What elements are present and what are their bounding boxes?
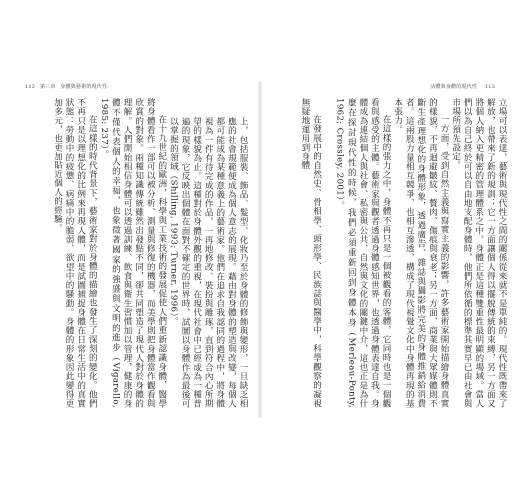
right-paragraph-2: 一方面，受到自然主義與寫實主義的影響，許多藝術家開始描繪身體真實的樣貌，不再迴避皺紋、贅肉、傷痕與衰老；另一方面，商業與大眾媒體則不斷生產理想化的身體形象，透過廣告、雜誌與攝影將完美的身體推銷給消費者。這兩股力量相互競爭，也相互滲透，構成了現代視覺文化中身體再現的基本張力。 (392, 98, 450, 408)
left-body-text (52, 98, 248, 408)
left-page-number: 112 (25, 84, 36, 90)
right-paragraph-1: 立場可以表達，藝術與現代性之間的關係從來就不是單純的。現代性既帶來了解放，也帶來了新的規訓；它一方面讓個人得以擺脫傳統的束縛，另一方面又將個人納入更精密的管理體系之中。身體正是這種雙重性最明顯的場域。當人們以為自己終於可以自由地支配身體時，他們所依循的標準其實早已由社會與市場所預先設定。 (450, 98, 507, 408)
right-section-title: 活體與身體的現代性 (430, 84, 478, 90)
right-running-header (427, 84, 498, 90)
left-running-header (22, 84, 110, 90)
left-chapter-label: 第三章 (39, 84, 56, 90)
left-paragraph-1: 上，包括服裝、飾品、髮型、化妝乃至於身體的修飾與變形，一旦缺乏相應的社會規範便成為個人意志的展現。藉由對身體的塑造與改變，每個人都可能成為某種意義上的藝術家。他們在追求自我認同的過程中，將身體視為一件有待完成的作品，一再地修改、裝扮與雕琢，直到符合內心所期望的樣貌為止。這種對於身體外觀的重視，在現代社會中已經成為一種普遍的現象，它反映出個體在面對不確定的世界時，試圖以身體作為最後可以掌握的領域（Shilling, 1993; Turner, 1996）。 (168, 116, 248, 408)
left-paragraph-3: 在這樣的時代背景下，藝術家對於身體的描繪也發生了深刻的變化。他們不再只是以理想化的比例來再現人體，而是試圖捕捉身體在日常生活中的真實狀態：勞動中的疲憊、病痛中的脆弱、欲望中的騷動。身體的形象因此變得更加多元，也更加貼近個人的經驗。 (52, 98, 98, 408)
right-paragraph-3: 在這樣的張力之中，身體不再只是一個被觀看的客體，它同時也是一個觀看與感受的主體。藝術家與觀者透過身體感知世界，也透過身體表達自我。身體成為連結個人與社會、私密與公共、自然與文化的關鍵中介，這也正是為什麼在探討現代性的時候，我們必須重新回到身體本身（Merleau-Ponty, 1962; Crossley, 2001）。 (334, 98, 392, 408)
left-paragraph-2: 在十九世紀的歐洲，科學與工業技術的發展促使人們重新認識身體，醫學將身體看作一部可以被分析、測量與修復的機器，而美學則把身體當作觀看與欣賞的對象。兩種知識傳統雖然出發點不同，卻共同塑造了現代人對於身體的理解。人們開始相信身體可以透過訓練、飲食與衛生習慣加以管理，健康的身體不僅代表個人的幸福，也象徵著國家的強盛與文明的進步（Vigarello, 1985: 237）。 (98, 98, 167, 408)
right-page (261, 0, 520, 500)
right-paragraph-4: 在發展中的自然史、骨相學、頭形學、民族誌與醫學中，科學觀察的凝視無疑地運用到身體 (299, 98, 322, 408)
right-page-number: 113 (484, 84, 495, 90)
right-body-text (275, 98, 507, 408)
left-chapter-title: 身體與藝術的現代性 (60, 84, 108, 90)
left-page (0, 0, 259, 500)
